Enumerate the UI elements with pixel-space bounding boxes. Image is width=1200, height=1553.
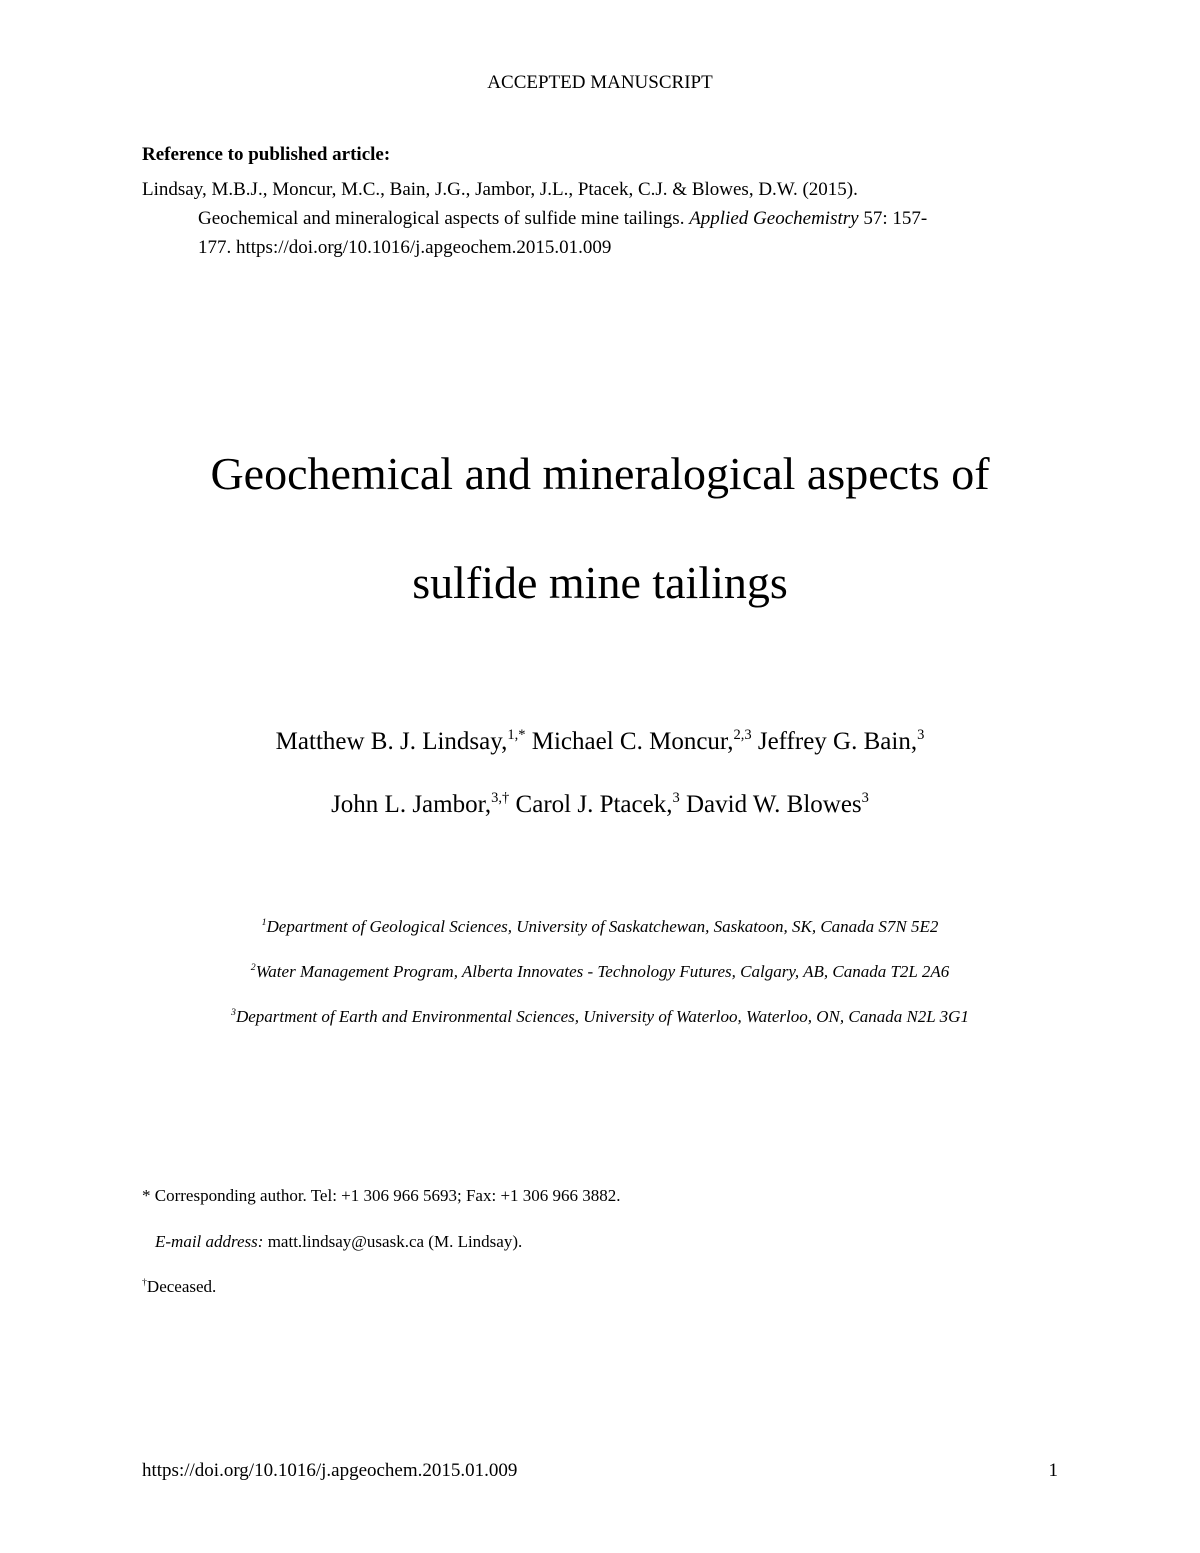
reference-title-text: Geochemical and mineralogical aspects of sulfide mine tailings. [198, 208, 690, 229]
deceased-text: Deceased. [146, 1277, 217, 1296]
reference-journal-name: Applied Geochemistry [689, 208, 859, 229]
reference-line-1: Lindsay, M.B.J., Moncur, M.C., Bain, J.G., Jambor, J.L., Ptacek, C.J. & Blowes, D.W. (2015). [142, 179, 858, 200]
footer-doi: https://doi.org/10.1016/j.apgeochem.2015.01.009 [142, 1460, 518, 1481]
affiliation-2 [0, 961, 1200, 983]
author-affiliation-mark: 3 [672, 789, 680, 806]
author-name: Michael C. Moncur, [525, 728, 734, 755]
author-list-line-1 [0, 726, 1200, 758]
manuscript-header: ACCEPTED MANUSCRIPT [487, 72, 713, 93]
author-affiliation-mark: 3 [917, 726, 925, 743]
author-name: Matthew B. J. Lindsay, [275, 728, 508, 755]
dagger-mark: † [142, 1277, 147, 1289]
affiliation-3 [0, 1006, 1200, 1028]
author-affiliation-mark: 3 [861, 789, 869, 806]
affiliation-1 [0, 916, 1200, 938]
paper-title-line-2: sulfide mine tailings [412, 557, 788, 608]
reference-line-2 [142, 204, 1042, 233]
deceased-note [142, 1276, 216, 1298]
email-address: matt.lindsay@usask.ca (M. Lindsay). [263, 1232, 523, 1251]
reference-volume-pages: 57: 157- [858, 208, 928, 229]
email-label: E-mail address: [155, 1232, 264, 1251]
author-affiliation-mark: 1,* [507, 726, 526, 743]
author-name: Carol J. Ptacek, [509, 791, 673, 818]
author-name: David W. Blowes [679, 791, 862, 818]
corresponding-author-note: * Corresponding author. Tel: +1 306 966 5693; Fax: +1 306 966 3882. [142, 1186, 621, 1205]
affiliation-mark: 2 [250, 962, 256, 974]
author-name: John L. Jambor, [331, 791, 492, 818]
author-affiliation-mark: 3,† [491, 789, 510, 806]
affiliation-mark: 3 [231, 1007, 236, 1019]
affiliation-text: Water Management Program, Alberta Innovates - Technology Futures, Calgary, AB, Canada T2L 2A6 [255, 962, 950, 981]
affiliation-mark: 1 [261, 917, 267, 929]
author-list-line-2 [0, 789, 1200, 821]
reference-line-3: 177. https://doi.org/10.1016/j.apgeochem.2015.01.009 [198, 237, 612, 258]
author-name: Jeffrey G. Bain, [751, 728, 918, 755]
email-note [155, 1231, 522, 1253]
reference-heading: Reference to published article: [142, 144, 391, 165]
author-affiliation-mark: 2,3 [733, 726, 752, 743]
affiliation-text: Department of Geological Sciences, University of Saskatchewan, Saskatoon, SK, Canada S7N 5E2 [266, 917, 939, 936]
affiliation-text: Department of Earth and Environmental Sciences, University of Waterloo, Waterloo, ON, Canada N2L 3G1 [235, 1007, 969, 1026]
page-number: 1 [1048, 1460, 1058, 1481]
reference-citation [142, 175, 1042, 262]
paper-title-line-1: Geochemical and mineralogical aspects of [210, 448, 990, 499]
